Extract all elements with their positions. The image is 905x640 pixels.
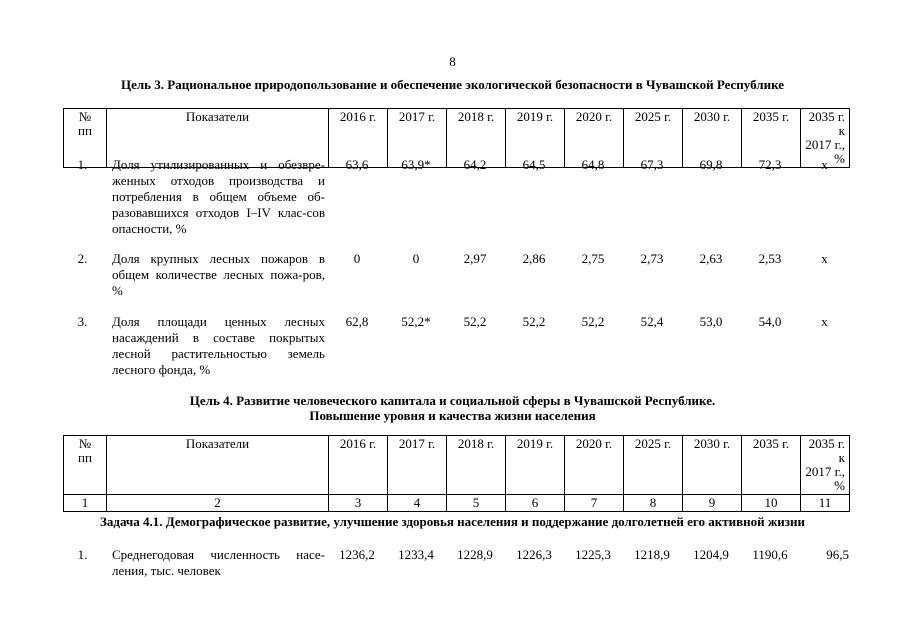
goal4-heading-line1: Цель 4. Развитие человеческого капитала и социальной сферы в Чувашской Республике.: [189, 393, 716, 408]
col-year-header: 2020 г.: [565, 436, 624, 495]
col-ratio-header: 2035 г. к 2017 г., %: [801, 436, 850, 495]
page-number: 8: [449, 54, 456, 69]
row-value: 1228,9: [457, 547, 493, 562]
row-value: 62,8: [345, 314, 369, 329]
row-value: 1226,3: [516, 547, 552, 562]
col-year-header: 2016 г.: [329, 109, 388, 168]
row-value: 52,2: [463, 314, 487, 329]
row-value: 0: [412, 251, 420, 266]
row-value: 64,5: [522, 157, 546, 172]
row-value: х: [821, 251, 828, 266]
row-value: 52,2: [522, 314, 546, 329]
row-number: 3.: [77, 314, 88, 329]
col-num-header: № пп: [64, 436, 107, 495]
row-indicator: Доля утилизированных и обезвре-женных отходов производства и потребления в общем объеме об-разовавшихся отходов I–IV клас-сов опасности, %: [112, 157, 325, 236]
column-number: 5: [447, 495, 506, 512]
row-value: 53,0: [699, 314, 723, 329]
row-indicator: Доля площади ценных лесных насаждений в составе покрытых лесной растительностью земель лесного фонда, %: [112, 314, 325, 377]
column-number: 8: [624, 495, 683, 512]
row-value: 1236,2: [339, 547, 375, 562]
col-year-header: 2016 г.: [329, 436, 388, 495]
column-number: 2: [107, 495, 329, 512]
col-year-header: 2017 г.: [388, 109, 447, 168]
row-value: 1233,4: [398, 547, 434, 562]
goal4-heading-line2: Повышение уровня и качества жизни населения: [309, 408, 596, 423]
col-num-header: № пп: [64, 109, 107, 168]
col-year-header: 2020 г.: [565, 109, 624, 168]
column-number: 6: [506, 495, 565, 512]
row-number: 1.: [77, 157, 88, 172]
row-value: 54,0: [758, 314, 782, 329]
row-value: х: [821, 314, 828, 329]
row-value: х: [821, 157, 828, 172]
column-number: 10: [742, 495, 801, 512]
row-value: 52,2*: [401, 314, 431, 329]
row-indicator: Доля крупных лесных пожаров в общем количестве лесных пожа-ров, %: [112, 251, 325, 298]
row-value: 2,97: [463, 251, 487, 266]
task-heading: Задача 4.1. Демографическое развитие, улучшение здоровья населения и поддержание долголетней его активной жизни: [100, 514, 805, 529]
row-value: 64,2: [463, 157, 487, 172]
row-value: 63,9*: [401, 157, 431, 172]
column-number: 11: [801, 495, 850, 512]
row-value: 1218,9: [634, 547, 670, 562]
column-numbers-row: [64, 495, 850, 512]
col-year-header: 2018 г.: [447, 109, 506, 168]
column-number: 3: [329, 495, 388, 512]
row-value: 2,63: [699, 251, 723, 266]
row-value: 2,75: [581, 251, 605, 266]
goal4-header-table: [63, 435, 850, 512]
row-value: 0: [353, 251, 361, 266]
col-year-header: 2035 г.: [742, 436, 801, 495]
col-year-header: 2019 г.: [506, 436, 565, 495]
column-number: 1: [64, 495, 107, 512]
row-value: 2,53: [758, 251, 782, 266]
col-year-header: 2019 г.: [506, 109, 565, 168]
col-year-header: 2025 г.: [624, 109, 683, 168]
row-value: 2,73: [640, 251, 664, 266]
goal4-heading: [0, 393, 905, 423]
col-year-header: 2018 г.: [447, 436, 506, 495]
row-value: 52,2: [581, 314, 605, 329]
row-value: 1204,9: [693, 547, 729, 562]
col-year-header: 2035 г.: [742, 109, 801, 168]
col-year-header: 2030 г.: [683, 436, 742, 495]
column-number: 9: [683, 495, 742, 512]
column-number: 7: [565, 495, 624, 512]
col-year-header: 2025 г.: [624, 436, 683, 495]
row-value: 96,5: [826, 547, 849, 562]
row-number: 1.: [77, 547, 88, 562]
row-value: 64,8: [581, 157, 605, 172]
goal3-heading: Цель 3. Рациональное природопользование и обеспечение экологической безопасности в Чувашской Республике: [120, 77, 785, 92]
row-value: 72,3: [758, 157, 782, 172]
col-year-header: 2030 г.: [683, 109, 742, 168]
row-value: 2,86: [522, 251, 546, 266]
col-ratio-header: 2035 г. к 2017 г., %: [801, 109, 850, 168]
row-value: 63,6: [345, 157, 369, 172]
row-value: 69,8: [699, 157, 723, 172]
row-value: 1225,3: [575, 547, 611, 562]
col-year-header: 2017 г.: [388, 436, 447, 495]
col-indicators-header: Показатели: [107, 109, 329, 168]
row-number: 2.: [77, 251, 88, 266]
row-value: 67,3: [640, 157, 664, 172]
column-number: 4: [388, 495, 447, 512]
row-indicator: Среднегодовая численность насе-ления, тыс. человек: [112, 547, 325, 578]
row-value: 1190,6: [752, 547, 788, 562]
col-indicators-header: Показатели: [107, 436, 329, 495]
row-value: 52,4: [640, 314, 664, 329]
